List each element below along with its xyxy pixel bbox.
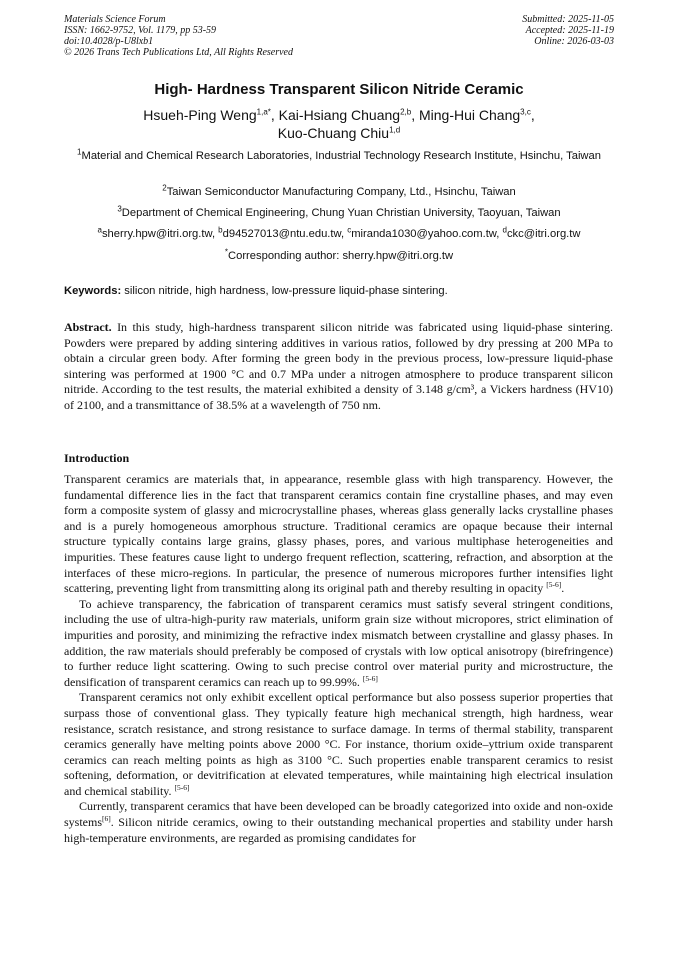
submitted-date: Submitted: 2025-11-05 — [522, 14, 614, 25]
doi: doi:10.4028/p-U8lxb1 — [64, 36, 154, 47]
citation: [5-6] — [546, 580, 562, 590]
journal-name: Materials Science Forum — [64, 14, 166, 25]
affiliation: $^3$Department of Chemical Engineering, Chung Yuan Christian University, Taoyuan, Taiwan — [117, 204, 561, 219]
abstract-text: In this study, high-hardness transparent silicon nitride was fabricated using liquid-phase sintering. Powders were prepared by adding sintering additives in various ratios, followed by dry pressing at 200 MPa to obtain a circular green body. After forming the green body in the previous process, low-pressure liquid-phase sintering was performed at 1900 °C and 0.7 MPa under a nitrogen atmosphere to produce transparent silicon nitride. According to the test results, the material exhibited a density of 3.148 g/cm³, a Vickers hardness (HV10) of 2100, and a transmittance of 38.5% at a wavelength of 750 nm. — [64, 320, 613, 412]
citation: [5-6] — [174, 782, 190, 792]
dates-header — [522, 14, 614, 47]
author-list — [70, 106, 608, 142]
abstract-label: Abstract. — [64, 320, 112, 334]
author: Kuo-Chuang Chiu$^{1,d}$ — [277, 125, 401, 141]
affiliation: $^1$Material and Chemical Research Laboratories, Industrial Technology Research Institute, Hsinchu, Taiwan — [77, 147, 601, 162]
keywords-label: Keywords: — [64, 285, 122, 297]
author: Ming-Hui Chang$^{3,c}$, — [418, 107, 535, 123]
citation: [5-6] — [362, 673, 378, 683]
corresponding-author: *Corresponding author: sherry.hpw@itri.org.tw — [224, 247, 454, 262]
issn: ISSN: 1662-9752, Vol. 1179, pp 53-59 — [64, 25, 217, 36]
author: Hsueh-Ping Weng$^{1,a*}$, — [143, 107, 279, 123]
paragraph: Currently, transparent ceramics that have been developed can be broadly categorized into oxide and non-oxide systems[6]. Silicon nitride ceramics, owing to their outstanding mechanical properties and stability under harsh high-temperature environments, are regarded as promising candidates for — [64, 799, 613, 845]
author: Kai-Hsiang Chuang$^{2,b}$, — [278, 107, 419, 123]
accepted-date: Accepted: 2025-11-19 — [525, 25, 614, 36]
citation: [6] — [102, 814, 111, 824]
paragraph: Transparent ceramics are materials that, in appearance, resemble glass with high transparency. However, the fundamental difference lies in the fact that transparent ceramics contain fine crystalline phases, and may even form a composite system of glassy and microcrystalline phases, whereas glass generally lacks crystalline phases and is a purely homogeneous amorphous structure. Traditional ceramics are opaque because their internal structure typically contains large grains, glassy phases, pores, and various multiphase heterogeneities and impurities. These features cause light to undergo frequent reflection, scattering, refraction, and absorption at the interfaces of these micro-regions. In particular, the presence of numerous micropores further intensifies light scattering, preventing light from transmitting along its original path and thereby resulting in opacity [5-6]. — [64, 472, 613, 596]
email-link[interactable]: ckc@itri.org.tw — [506, 228, 581, 240]
email-link[interactable]: miranda1030@yahoo.com.tw, — [351, 228, 503, 240]
section-heading-introduction: Introduction — [64, 451, 130, 465]
online-date: Online: 2026-03-03 — [534, 36, 614, 47]
introduction-body — [64, 472, 613, 846]
paragraph: To achieve transparency, the fabrication of transparent ceramics must satisfy several stringent conditions, including the use of ultra-high-purity raw materials, uniform grain size without micropores, strict elimination of impurities and porosity, and minimizing the refractive index mismatch between crystalline and glassy phases. In addition, the raw materials should preferably be composed of crystals with low optical anisotropy (birefringence) to further reduce light scattering. Owing to such precise control over material purity and microstructure, the densification of transparent ceramics can reach up to 99.99%. [5-6] — [64, 596, 613, 689]
email-link[interactable]: d94527013@ntu.edu.tw, — [222, 228, 348, 240]
email-link[interactable]: sherry.hpw@itri.org.tw, — [101, 228, 219, 240]
journal-header — [64, 14, 293, 58]
affiliation: $^2$Taiwan Semiconductor Manufacturing Company, Ltd., Hsinchu, Taiwan — [162, 183, 516, 198]
abstract — [64, 320, 613, 414]
paper-title: High- Hardness Transparent Silicon Nitride Ceramic — [154, 81, 524, 98]
email-list: $^a$sherry.hpw@itri.org.tw, $^b$d94527013@ntu.edu.tw, $^c$miranda1030@yahoo.com.tw, $^d$ckc@itri.org.tw — [97, 225, 581, 240]
copyright: © 2026 Trans Tech Publications Ltd, All Rights Reserved — [64, 47, 293, 58]
keywords-text: silicon nitride, high hardness, low-pressure liquid-phase sintering. — [121, 285, 448, 297]
keywords — [64, 284, 616, 299]
paragraph: Transparent ceramics not only exhibit excellent optical performance but also possess superior properties that surpass those of conventional glass. They typically feature high mechanical strength, high hardness, wear resistance, scratch resistance, and strong resistance to surface damage. In terms of thermal stability, transparent ceramics generally have melting points above 2000 °C. For instance, thorium oxide–yttrium oxide transparent ceramics can reach melting points as high as 3100 °C. Such properties enable transparent ceramics to resist softening, deformation, or devitrification at elevated temperatures, while maintaining high electrical insulation and chemical stability. [5-6] — [64, 690, 613, 798]
